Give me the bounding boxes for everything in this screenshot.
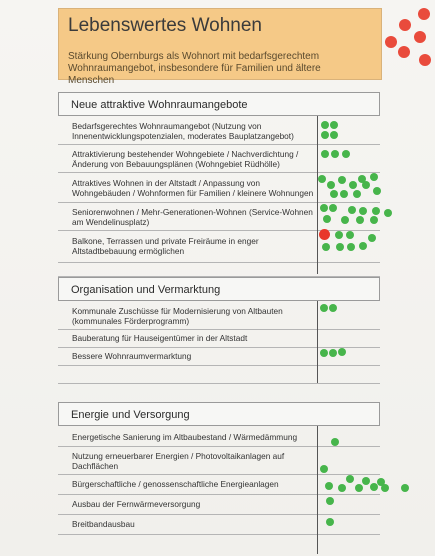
green-vote-dot [381, 484, 389, 492]
red-vote-dot [385, 36, 397, 48]
green-vote-dot [326, 497, 334, 505]
green-vote-dot [329, 304, 337, 312]
green-vote-dot [353, 190, 361, 198]
green-vote-dot [330, 121, 338, 129]
green-vote-dot [331, 438, 339, 446]
page-title: Lebenswertes Wohnen [68, 15, 262, 36]
row-label: Ausbau der Fernwärmeversorgung [72, 499, 201, 509]
section-header: Neue attraktive Wohnraumangebote [58, 92, 380, 116]
green-vote-dot [330, 190, 338, 198]
table-row [58, 230, 380, 263]
green-vote-dot [370, 483, 378, 491]
green-vote-dot [348, 206, 356, 214]
green-vote-dot [338, 176, 346, 184]
green-vote-dot [370, 173, 378, 181]
green-vote-dot [338, 484, 346, 492]
green-vote-dot [362, 181, 370, 189]
row-label: Kommunale Zuschüsse für Modernisierung von Altbauten (kommunales Förderprogramm) [72, 306, 283, 326]
green-vote-dot [338, 348, 346, 356]
green-vote-dot [329, 204, 337, 212]
red-vote-dot [419, 54, 431, 66]
red-vote-dot [414, 31, 426, 43]
section-header: Organisation und Vermarktung [58, 277, 380, 301]
green-vote-dot [346, 475, 354, 483]
green-vote-dot [321, 131, 329, 139]
green-vote-dot [342, 150, 350, 158]
green-vote-dot [326, 518, 334, 526]
row-label: Bessere Wohnraumvermarktung [72, 351, 192, 361]
row-label: Breitbandausbau [72, 519, 135, 529]
green-vote-dot [336, 243, 344, 251]
green-vote-dot [331, 150, 339, 158]
green-vote-dot [384, 209, 392, 217]
green-vote-dot [359, 242, 367, 250]
red-vote-dot [319, 229, 330, 240]
header-box [58, 8, 382, 86]
green-vote-dot [346, 231, 354, 239]
green-vote-dot [320, 204, 328, 212]
green-vote-dot [323, 215, 331, 223]
table-row [58, 329, 380, 348]
green-vote-dot [329, 349, 337, 357]
green-vote-dot [327, 181, 335, 189]
green-vote-dot [349, 181, 357, 189]
row-label: Attraktivierung bestehender Wohngebiete / Nachverdichtung / Änderung von Bebauungsplänen (Wohngebiet Rüdhölle) [72, 149, 299, 169]
green-vote-dot [347, 243, 355, 251]
green-vote-dot [321, 121, 329, 129]
green-vote-dot [330, 131, 338, 139]
green-vote-dot [320, 304, 328, 312]
green-vote-dot [335, 231, 343, 239]
green-vote-dot [372, 207, 380, 215]
green-vote-dot [362, 477, 370, 485]
row-label: Energetische Sanierung im Altbaubestand / Wärmedämmung [72, 432, 298, 442]
column-divider [317, 426, 318, 554]
green-vote-dot [320, 349, 328, 357]
column-divider [317, 116, 318, 274]
column-divider [317, 301, 318, 383]
red-vote-dot [418, 8, 430, 20]
table-row-empty [58, 262, 380, 277]
green-vote-dot [401, 484, 409, 492]
green-vote-dot [368, 234, 376, 242]
row-label: Balkone, Terrassen und private Freiräume in enger Altstadtbebauung ermöglichen [72, 236, 259, 256]
green-vote-dot [322, 243, 330, 251]
row-label: Bürgerschaftliche / genossenschaftliche Energieanlagen [72, 479, 279, 489]
table-row [58, 144, 380, 173]
row-label: Attraktives Wohnen in der Altstadt / Anpassung von Wohngebäuden / Wohnformen für Familien / kleinere Wohnungen [72, 178, 314, 198]
green-vote-dot [321, 150, 329, 158]
row-label: Bauberatung für Hauseigentümer in der Altstadt [72, 333, 248, 343]
red-vote-dot [398, 46, 410, 58]
green-vote-dot [370, 216, 378, 224]
green-vote-dot [320, 465, 328, 473]
green-vote-dot [359, 207, 367, 215]
section-header: Energie und Versorgung [58, 402, 380, 426]
row-label: Bedarfsgerechtes Wohnraumangebot (Nutzung von Innenentwicklungspotenzialen, moderates Bauplatzangebot) [72, 121, 294, 141]
green-vote-dot [355, 484, 363, 492]
page-subtitle: Stärkung Obernburgs als Wohnort mit bedarfsgerechtem Wohnraumangebot, insbesondere für Familien und ältere Menschen [68, 51, 321, 86]
green-vote-dot [341, 216, 349, 224]
green-vote-dot [318, 175, 326, 183]
row-label: Nutzung erneuerbarer Energien / Photovoltaikanlagen auf Dachflächen [72, 451, 285, 471]
row-label: Seniorenwohnen / Mehr-Generationen-Wohnen (Service-Wohnen am Wendelinusplatz) [72, 207, 313, 227]
table-row [58, 446, 380, 475]
green-vote-dot [373, 187, 381, 195]
table-row-empty [58, 365, 380, 384]
green-vote-dot [325, 482, 333, 490]
green-vote-dot [340, 190, 348, 198]
red-vote-dot [399, 19, 411, 31]
green-vote-dot [356, 216, 364, 224]
